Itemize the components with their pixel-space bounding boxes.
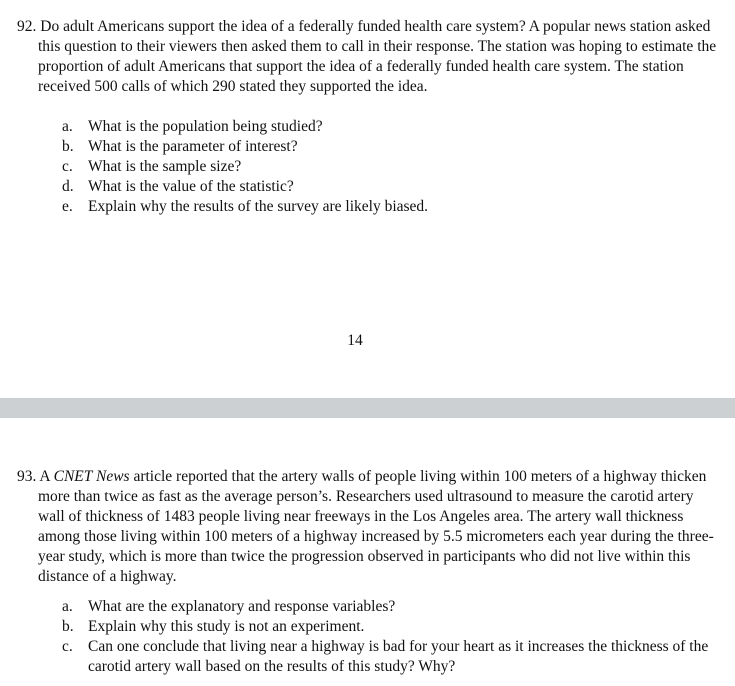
part-letter: c. bbox=[62, 158, 73, 175]
problem-93-part-b bbox=[62, 617, 722, 637]
problem-93-number: 93. bbox=[17, 468, 37, 485]
problem-92-part-e bbox=[62, 197, 722, 217]
problem-93-part-c bbox=[62, 637, 722, 677]
problem-92-text: Do adult Americans support the idea of a federally funded health care system? A popular news station asked this question to their viewers then asked them to call in their response. The station was hoping to estimate the proportion of adult Americans that support the idea of a federally funded health care system. The station received 500 calls of which 290 stated they supported the idea. bbox=[38, 18, 717, 95]
part-letter: a. bbox=[62, 598, 73, 615]
problem-93-text-block bbox=[17, 467, 717, 587]
page-gap bbox=[0, 398, 735, 418]
part-letter: e. bbox=[62, 198, 73, 215]
part-letter: a. bbox=[62, 118, 73, 135]
part-letter: b. bbox=[62, 138, 74, 155]
part-letter: d. bbox=[62, 178, 74, 195]
problem-93-part-a bbox=[62, 597, 722, 617]
problem-93-text: article reported that the artery walls of people living within 100 meters of a highway thicken more than twice as fast as the average person’s. Researchers used ultrasound to measure the carotid artery wall of thickness of 1483 people living near freeways in the Los Angeles area. The artery wall thickness among those living within 100 meters of a highway increased by 5.5 micrometers each year during the three-year study, which is more than twice the progression observed in participants who did not live within this distance of a highway. bbox=[38, 468, 714, 585]
problem-92-parts bbox=[62, 117, 722, 217]
part-text: Explain why this study is not an experiment. bbox=[88, 618, 365, 635]
problem-92-part-c bbox=[62, 157, 722, 177]
problem-92-text-block bbox=[17, 17, 717, 97]
problem-92-part-a bbox=[62, 117, 722, 137]
part-text: Explain why the results of the survey are likely biased. bbox=[88, 198, 429, 215]
page-number: 14 bbox=[347, 332, 363, 349]
publication-name: CNET News bbox=[53, 468, 130, 485]
problem-93 bbox=[17, 467, 717, 587]
problem-92-part-d bbox=[62, 177, 722, 197]
part-letter: b. bbox=[62, 618, 74, 635]
part-text: What is the population being studied? bbox=[88, 118, 323, 135]
problem-92-number: 92. bbox=[17, 18, 37, 35]
part-text: What is the value of the statistic? bbox=[88, 178, 294, 195]
problem-93-text-before-italic: A bbox=[39, 468, 54, 485]
part-text: What is the sample size? bbox=[88, 158, 242, 175]
problem-93-parts bbox=[62, 597, 722, 677]
part-text: Can one conclude that living near a highway is bad for your heart as it increases the thickness of the carotid artery wall based on the results of this study? Why? bbox=[88, 638, 709, 675]
part-letter: c. bbox=[62, 638, 73, 655]
part-text: What is the parameter of interest? bbox=[88, 138, 298, 155]
part-text: What are the explanatory and response variables? bbox=[88, 598, 396, 615]
problem-92 bbox=[17, 17, 717, 97]
problem-92-part-b bbox=[62, 137, 722, 157]
